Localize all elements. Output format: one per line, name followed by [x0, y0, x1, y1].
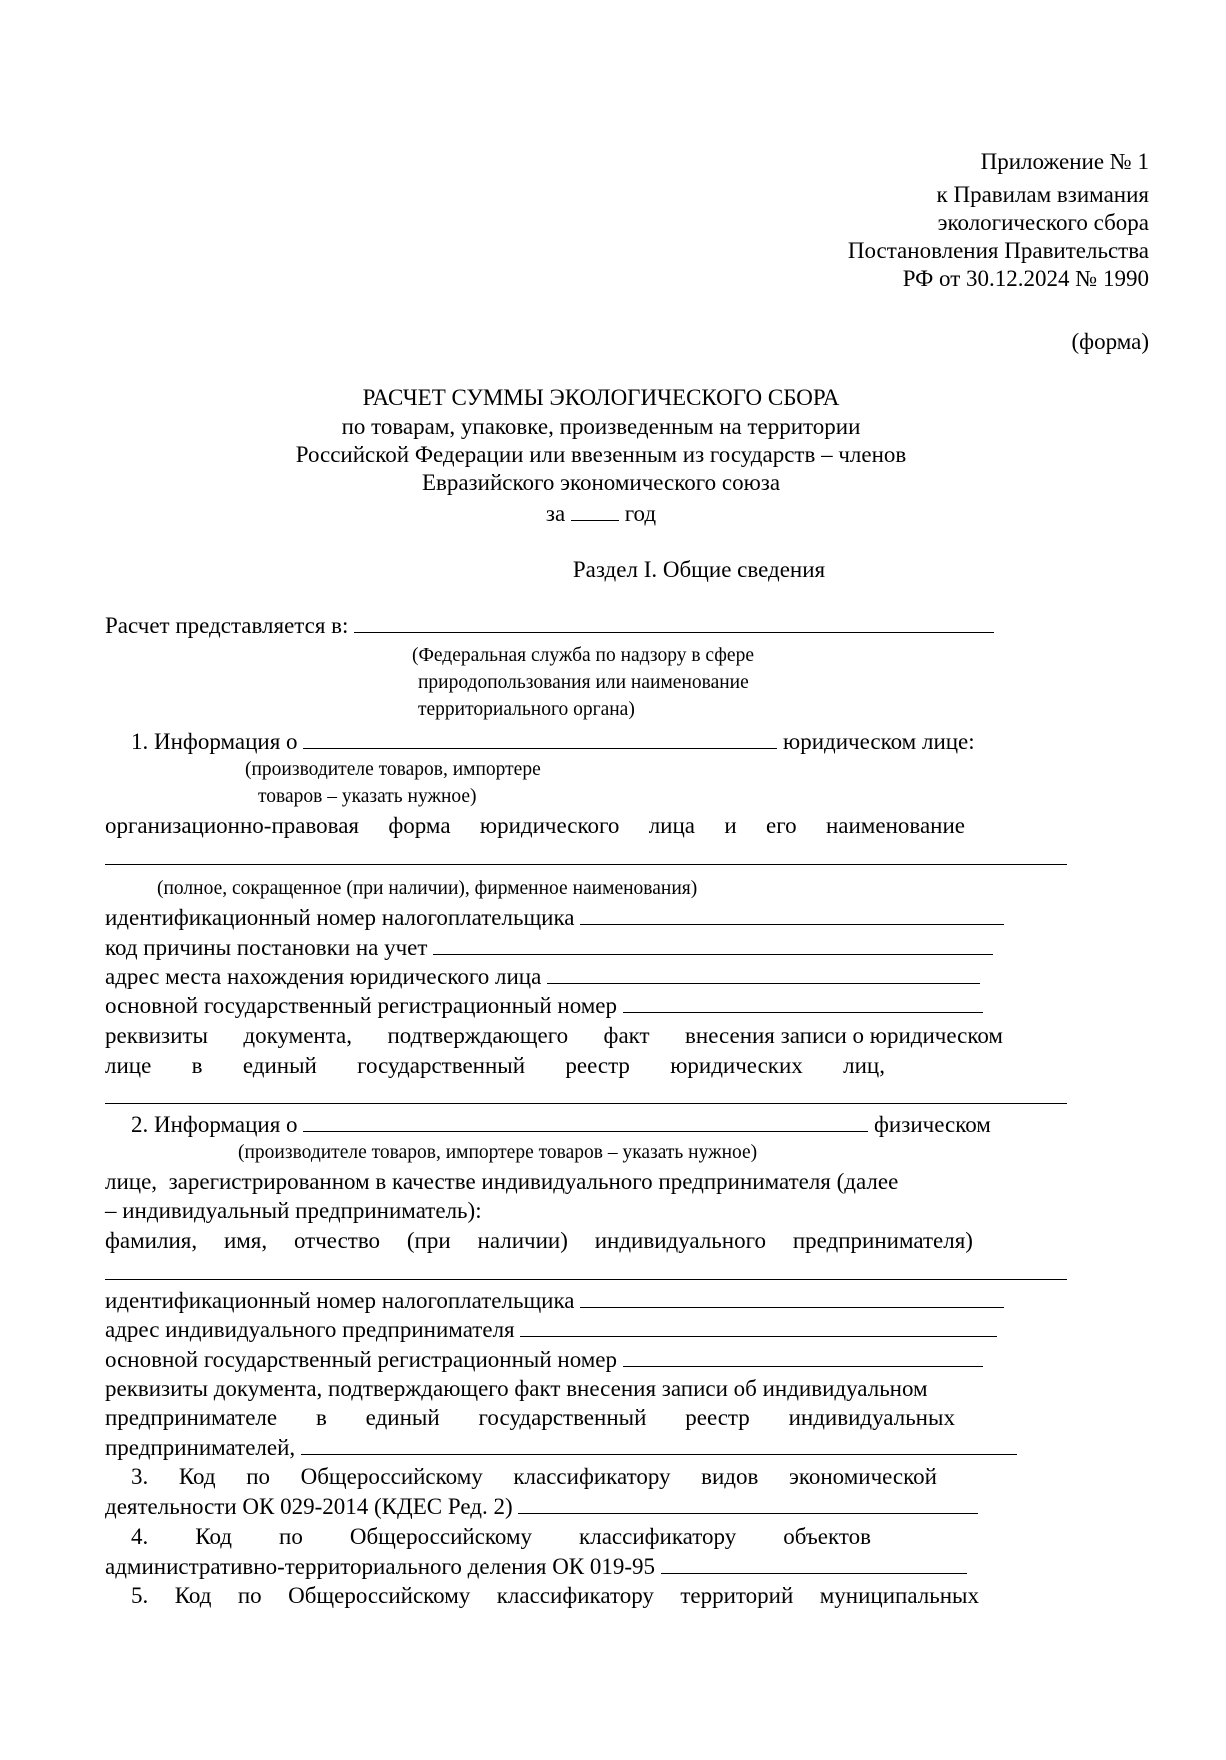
word: 4.: [131, 1524, 149, 1549]
word: Код: [195, 1524, 233, 1549]
item2-suffix: физическом: [874, 1112, 991, 1137]
year-blank[interactable]: [571, 501, 619, 521]
word: наличии): [477, 1228, 568, 1253]
word: Общероссийскому: [349, 1524, 533, 1549]
item1-kpp-line: [105, 934, 993, 962]
item1-name-hint: (полное, сокращенное (при наличии), фирменное наименования): [157, 878, 698, 899]
word: Общероссийскому: [288, 1583, 471, 1608]
item2-requisites-label: предпринимателей,: [105, 1435, 296, 1460]
item1-kpp-label: код причины постановки на учет: [105, 935, 428, 960]
item2-ogrnip-line: [105, 1346, 983, 1374]
word: 5.: [131, 1583, 149, 1608]
title-line-4: Евразийского экономического союза: [421, 470, 781, 495]
item1-prefix: 1. Информация о: [131, 729, 298, 754]
word: факт: [603, 1023, 650, 1048]
appendix-eco-fee: экологического сбора: [937, 210, 1149, 235]
item2-requisites-blank[interactable]: [301, 1435, 1017, 1455]
word: экономической: [788, 1464, 937, 1489]
item2-address-line: [105, 1316, 997, 1344]
word: и: [724, 813, 737, 838]
submitted-to-hint-3: территориального органа): [418, 699, 635, 720]
word: реестр: [565, 1053, 630, 1078]
word: 3.: [131, 1464, 149, 1489]
item2-inn-line: [105, 1287, 1004, 1315]
item1-hint-1: (производителе товаров, импортере: [245, 759, 541, 780]
submitted-to-hint-2: природопользования или наименование: [418, 672, 749, 693]
item2-ogrnip-blank[interactable]: [623, 1347, 983, 1367]
item1-address-line: [105, 963, 980, 991]
item1-org-form-line: [105, 812, 965, 840]
item2-info-line: [131, 1111, 991, 1139]
item1-requisites-line-2: [105, 1052, 885, 1080]
word: предпринимателе: [105, 1405, 278, 1430]
word: государственный: [357, 1053, 526, 1078]
word: лица: [648, 813, 696, 838]
item2-hint: (производителе товаров, импортере товаров – указать нужное): [238, 1142, 758, 1163]
item2-blank[interactable]: [303, 1112, 868, 1132]
submitted-to-blank[interactable]: [354, 613, 994, 633]
word: территорий: [680, 1583, 794, 1608]
item1-blank[interactable]: [303, 729, 777, 749]
item4-line-2: [105, 1553, 967, 1581]
item1-requisites-blank[interactable]: [105, 1103, 1067, 1104]
year-prefix: за: [545, 501, 566, 526]
item2-fio-blank[interactable]: [105, 1279, 1067, 1280]
item1-inn-blank[interactable]: [580, 905, 1004, 925]
item2-prefix: 2. Информация о: [131, 1112, 298, 1137]
word: индивидуальных: [788, 1405, 955, 1430]
word: лице: [105, 1053, 152, 1078]
item4-line-1: [131, 1523, 871, 1551]
submitted-to-hint-1: (Федеральная служба по надзору в сфере: [412, 645, 754, 666]
item2-requisites-line-3: [105, 1434, 1017, 1462]
word: единый: [365, 1405, 440, 1430]
item2-inn-label: идентификационный номер налогоплательщика: [105, 1288, 575, 1313]
form-label: (форма): [1071, 329, 1149, 354]
word: документа,: [243, 1023, 353, 1048]
word: лиц,: [843, 1053, 885, 1078]
submitted-to-line: [105, 612, 994, 640]
appendix-to-rules: к Правилам взимания: [936, 182, 1149, 207]
submitted-to-label: Расчет представляется в:: [105, 613, 349, 638]
item2-requisites-line-2: [105, 1404, 955, 1432]
appendix-decree-ref: РФ от 30.12.2024 № 1990: [902, 266, 1149, 291]
item1-ogrn-label: основной государственный регистрационный номер: [105, 993, 618, 1018]
word: наименование: [825, 813, 965, 838]
item2-ogrnip-label: основной государственный регистрационный номер: [105, 1347, 618, 1372]
item2-requisites-line-1: реквизиты документа, подтверждающего факт внесения записи об индивидуальном: [105, 1376, 928, 1401]
word: Код: [174, 1583, 212, 1608]
word: имя,: [223, 1228, 268, 1253]
word: внесения записи о юридическом: [685, 1023, 1003, 1048]
item2-fio-line: [105, 1227, 973, 1255]
title-line-2: по товарам, упаковке, произведенным на территории: [341, 414, 861, 439]
item1-suffix: юридическом лице:: [783, 729, 975, 754]
word: его: [766, 813, 797, 838]
item3-label: деятельности ОК 029-2014 (КДЕС Ред. 2): [105, 1494, 513, 1519]
word: по: [237, 1583, 262, 1608]
word: в: [191, 1053, 203, 1078]
word: зарегистрированном в качестве индивидуального предпринимателя (далее: [168, 1169, 899, 1194]
document-title: РАСЧЕТ СУММЫ ЭКОЛОГИЧЕСКОГО СБОРА: [362, 385, 840, 410]
word: классификатору: [496, 1583, 654, 1608]
item2-line-1: [105, 1168, 898, 1196]
word: Общероссийскому: [300, 1464, 483, 1489]
word: отчество: [293, 1228, 381, 1253]
item1-kpp-blank[interactable]: [433, 935, 993, 955]
item5-line-1: [131, 1582, 979, 1610]
word: объектов: [783, 1524, 871, 1549]
item2-address-blank[interactable]: [520, 1317, 997, 1337]
word: реестр: [685, 1405, 750, 1430]
item1-name-blank[interactable]: [105, 864, 1067, 865]
appendix-number: Приложение № 1: [980, 149, 1149, 174]
word: индивидуального: [594, 1228, 766, 1253]
word: государственный: [478, 1405, 647, 1430]
word: муниципальных: [819, 1583, 979, 1608]
item3-line-1: [131, 1463, 937, 1491]
item1-requisites-line-1: [105, 1022, 1003, 1050]
word: форма: [388, 813, 451, 838]
word: в: [315, 1405, 327, 1430]
word: лице,: [105, 1169, 158, 1194]
item1-address-blank[interactable]: [547, 964, 980, 984]
word: видов: [701, 1464, 759, 1489]
title-line-3: Российской Федерации или ввезенным из государств – членов: [295, 442, 907, 467]
item3-line-2: [105, 1493, 978, 1521]
item1-info-line: [131, 728, 975, 756]
item4-label: административно-территориального деления ОК 019-95: [105, 1554, 656, 1579]
section-heading: Раздел I. Общие сведения: [572, 557, 826, 582]
title-year-line: [0, 500, 1214, 528]
item4-blank[interactable]: [661, 1554, 967, 1574]
word: предпринимателя): [792, 1228, 973, 1253]
item2-address-label: адрес индивидуального предпринимателя: [105, 1317, 515, 1342]
word: Код: [178, 1464, 216, 1489]
word: единый: [242, 1053, 317, 1078]
item1-address-label: адрес места нахождения юридического лица: [105, 964, 542, 989]
word: классификатору: [513, 1464, 671, 1489]
word: юридических: [670, 1053, 803, 1078]
word: подтверждающего: [387, 1023, 569, 1048]
item1-hint-2: товаров – указать нужное): [258, 786, 477, 807]
item1-inn-line: [105, 904, 1004, 932]
item3-blank[interactable]: [518, 1494, 978, 1514]
word: фамилия,: [105, 1228, 198, 1253]
word: по: [279, 1524, 303, 1549]
appendix-decree: Постановления Правительства: [847, 238, 1149, 263]
word: классификатору: [579, 1524, 737, 1549]
item1-ogrn-blank[interactable]: [623, 993, 983, 1013]
item2-inn-blank[interactable]: [580, 1288, 1004, 1308]
word: реквизиты: [105, 1023, 208, 1048]
year-suffix: год: [624, 501, 657, 526]
word: юридического: [479, 813, 620, 838]
item2-line-2: – индивидуальный предприниматель):: [105, 1198, 482, 1223]
item1-ogrn-line: [105, 992, 983, 1020]
word: организационно-правовая: [105, 813, 360, 838]
item1-inn-label: идентификационный номер налогоплательщика: [105, 905, 575, 930]
word: по: [246, 1464, 270, 1489]
word: (при: [406, 1228, 451, 1253]
